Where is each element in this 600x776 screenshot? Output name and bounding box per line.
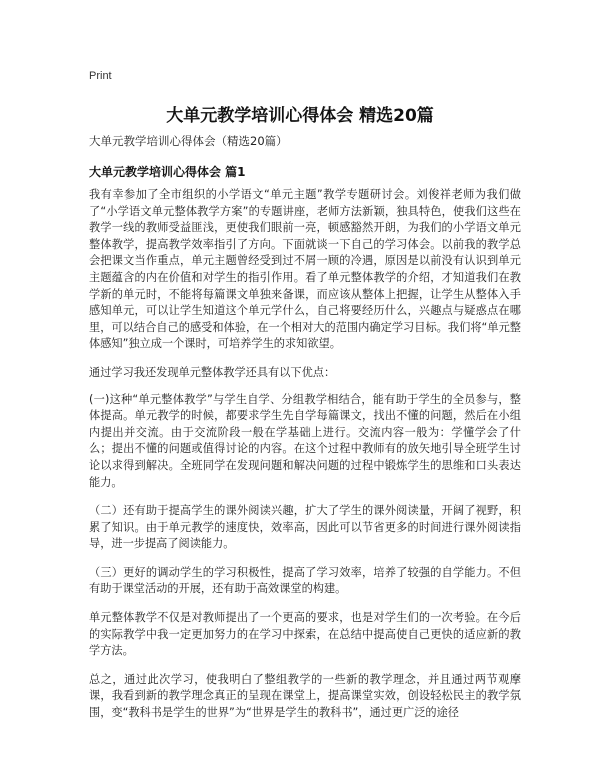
paragraph-point-three: （三）更好的调动学生的学习积极性，提高了学习效率，培养了较强的自学能力。不但有助于课堂活动的开展，还有助于高效课堂的构建。 [89,565,521,596]
print-label: Print [89,70,112,82]
paragraph-summary: 总之，通过此次学习，使我明白了整组教学的一些新的教学理念，并且通过两节观摩课，我看到新的教学理念真正的呈现在课堂上，提高课堂实效，创设轻松民主的教学氛围，变“教科书是学生的世界”为“世界是学生的教科书”，通过更广泛的途径 [89,672,521,720]
document-body [89,187,521,734]
page-title: 大单元教学培训心得体会 精选20篇 [166,106,434,126]
paragraph-advantages-lead: 通过学习我还发现单元整体教学还具有以下优点： [89,365,336,379]
document-subtitle: 大单元教学培训心得体会（精选20篇） [89,134,288,148]
paragraph-point-two: （二）还有助于提高学生的课外阅读兴趣，扩大了学生的课外阅读量，开阔了视野，积累了知识。由于单元教学的速度快，效率高，因此可以节省更多的时间进行课外阅读指导，进一步提高了阅读能力。 [89,504,521,551]
section-heading: 大单元教学培训心得体会 篇1 [89,165,246,179]
paragraph-reflection: 单元整体教学不仅是对教师提出了一个更高的要求，也是对学生们的一次考验。在今后的实际教学中我一定更加努力的在学习中探索，在总结中提高使自己更快的适应新的教学方法。 [89,611,521,658]
paragraph-point-one: (一)这种“单元整体教学”与学生自学、分组教学相结合，能有助于学生的全员参与，整体提高。单元教学的时候，都要求学生先自学每篇课文，找出不懂的问题，然后在小组内提出并交流。由于交流阶段一般在学基础上进行。交流内容一般为：学懂学会了什么；提出不懂的问题或值得讨论的内容。在这个过程中教师有的放矢地引导全班学生讨论以求得到解决。全班同学在发现问题和解决问题的过程中锻炼学生的思维和口头表达能力。 [89,392,521,489]
paragraph-intro: 我有幸参加了全市组织的小学语文“单元主题”教学专题研讨会。刘俊祥老师为我们做了“小学语文单元整体教学方案”的专题讲座，老师方法新颖，独具特色，使我们这些在教学一线的教师受益匪浅，更使我们眼前一亮，顿感豁然开朗，为我们的小学语文单元整体教学，提高教学效率指引了方向。下面就谈一下自己的学习体会。以前我的教学总会把课文当作重点，单元主题曾经受到过不屑一顾的冷遇，原因是以前没有认识到单元主题蕴含的内在价值和对学生的指引作用。看了单元整体教学的介绍，才知道我们在教学新的单元时，不能将每篇课文单独来备课，而应该从整体上把握，让学生从整体入手感知单元，可以让学生知道这个单元学什么，自己将要经历什么，兴趣点与疑惑点在哪里，可以结合自己的感受和体验，在一个相对大的范围内确定学习目标。我们将“单元整体感知”独立成一个课时，可培养学生的求知欲望。 [89,188,521,351]
